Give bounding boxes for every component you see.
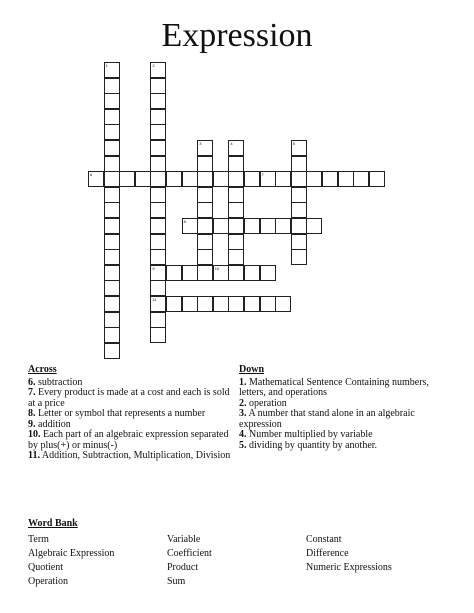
crossword-cell[interactable] [104, 296, 120, 312]
crossword-cell[interactable] [104, 140, 120, 156]
crossword-cell[interactable] [150, 296, 166, 312]
crossword-cell[interactable] [275, 296, 291, 312]
word-bank-item: Difference [306, 548, 349, 559]
crossword-cell[interactable] [150, 109, 166, 125]
crossword-cell[interactable] [228, 249, 244, 265]
crossword-cell[interactable] [150, 78, 166, 94]
crossword-cell[interactable] [197, 218, 213, 234]
crossword-cell[interactable] [228, 187, 244, 203]
across-clue-6: 6. subtraction [28, 376, 83, 388]
clue-number: 6 [90, 172, 93, 178]
crossword-cell[interactable] [306, 218, 322, 234]
crossword-cell[interactable] [260, 218, 276, 234]
across-clues [28, 365, 233, 462]
crossword-cell[interactable] [197, 249, 213, 265]
clue-number: 5 [292, 141, 296, 146]
crossword-cell[interactable] [150, 171, 166, 187]
clue-number: 3 [199, 141, 202, 146]
crossword-cell[interactable] [228, 171, 244, 187]
crossword-cell[interactable] [182, 218, 198, 234]
down-clue-2: 2. operation [239, 397, 287, 409]
crossword-cell[interactable] [104, 62, 120, 78]
crossword-cell[interactable] [275, 171, 291, 187]
crossword-cell[interactable] [197, 234, 213, 250]
crossword-cell[interactable] [150, 156, 166, 172]
crossword-cell[interactable] [260, 265, 276, 281]
crossword-cell[interactable] [150, 93, 166, 109]
word-bank-item: Quotient [28, 562, 63, 573]
crossword-cell[interactable] [260, 296, 276, 312]
down-clue-3: 3. A number that stand alone in an algebraic expression [239, 408, 415, 430]
clue-number: 9 [152, 265, 155, 271]
clue-number: 8 [183, 219, 186, 224]
word-bank-item: Product [167, 562, 199, 573]
crossword-cell[interactable] [291, 187, 307, 203]
across-clue-8: 8. Letter or symbol that represents a number [28, 408, 206, 419]
crossword-cell[interactable] [150, 327, 166, 343]
crossword-cell[interactable] [228, 202, 244, 218]
crossword-cell[interactable] [228, 156, 244, 172]
crossword-cell[interactable] [104, 280, 120, 296]
word-bank-item: Sum [167, 576, 186, 587]
word-bank-item: Constant [306, 534, 342, 545]
crossword-cell[interactable] [104, 187, 120, 203]
clue-number: 4 [230, 141, 233, 146]
crossword-cell[interactable] [369, 171, 385, 187]
crossword-cell[interactable] [104, 327, 120, 343]
crossword-cell[interactable] [244, 296, 260, 312]
crossword-cell[interactable] [213, 265, 229, 281]
crossword-cell[interactable] [213, 218, 229, 234]
word-bank-heading: Word Bank [28, 518, 78, 529]
clue-number: 11 [152, 297, 157, 302]
across-clue-7: 7. Every product is made at a cost and each is sold at a price [28, 387, 230, 409]
crossword-cell[interactable] [291, 156, 307, 172]
crossword-cell[interactable] [150, 62, 166, 78]
word-bank-item: Coefficient [167, 548, 212, 559]
crossword-cell[interactable] [244, 218, 260, 234]
across-clue-9: 9. addition [28, 418, 71, 430]
crossword-cell[interactable] [291, 202, 307, 218]
crossword-cell[interactable] [104, 78, 120, 94]
crossword-cell[interactable] [306, 171, 322, 187]
crossword-cell[interactable] [104, 343, 120, 359]
crossword-cell[interactable] [166, 171, 182, 187]
crossword-cell[interactable] [182, 296, 198, 312]
crossword-cell[interactable] [244, 171, 260, 187]
down-clues [239, 365, 444, 451]
crossword-cell[interactable] [104, 202, 120, 218]
crossword-cell[interactable] [104, 171, 120, 187]
crossword-cell[interactable] [104, 249, 120, 265]
clue-number: 7 [261, 172, 264, 178]
across-heading: Across [28, 364, 57, 375]
crossword-cell[interactable] [291, 249, 307, 265]
crossword-cell[interactable] [197, 171, 213, 187]
crossword-cell[interactable] [150, 265, 166, 281]
crossword-cell[interactable] [150, 140, 166, 156]
clue-number: 2 [152, 63, 155, 68]
crossword-cell[interactable] [119, 171, 135, 187]
crossword-cell[interactable] [228, 234, 244, 250]
word-bank-item: Variable [167, 534, 201, 545]
crossword-cell[interactable] [291, 234, 307, 250]
crossword-cell[interactable] [104, 124, 120, 140]
word-bank [28, 518, 448, 588]
crossword-cell[interactable] [150, 202, 166, 218]
crossword-cell[interactable] [150, 218, 166, 234]
crossword-cell[interactable] [197, 187, 213, 203]
crossword-cell[interactable] [260, 171, 276, 187]
crossword-cell[interactable] [150, 249, 166, 265]
crossword-cell[interactable] [104, 234, 120, 250]
crossword-cell[interactable] [197, 156, 213, 172]
crossword-cell[interactable] [104, 265, 120, 281]
crossword-cell[interactable] [182, 171, 198, 187]
crossword-cell[interactable] [322, 171, 338, 187]
crossword-cell[interactable] [197, 265, 213, 281]
crossword-cell[interactable] [197, 296, 213, 312]
crossword-cell[interactable] [182, 265, 198, 281]
crossword-cell[interactable] [104, 312, 120, 328]
crossword-cell[interactable] [197, 140, 213, 156]
crossword-cell[interactable] [244, 265, 260, 281]
crossword-cell[interactable] [228, 218, 244, 234]
crossword-cell[interactable] [88, 171, 104, 187]
crossword-cell[interactable] [275, 218, 291, 234]
word-bank-item: Operation [28, 576, 68, 587]
word-bank-item: Term [28, 534, 49, 545]
word-bank-item: Algebraic Expression [28, 548, 115, 559]
crossword-cell[interactable] [228, 296, 244, 312]
crossword-cell[interactable] [166, 265, 182, 281]
down-clue-4: 4. Number multiplied by variable [239, 429, 373, 440]
crossword-cell[interactable] [150, 312, 166, 328]
crossword-cell[interactable] [291, 218, 307, 234]
across-clue-10: 10. Each part of an algebraic expression separated by plus(+) or minus(-) [28, 429, 229, 451]
crossword-cell[interactable] [104, 109, 120, 125]
crossword-cell[interactable] [338, 171, 354, 187]
crossword-cell[interactable] [150, 187, 166, 203]
clue-number: 1 [105, 63, 108, 68]
crossword-cell[interactable] [166, 296, 182, 312]
crossword-cell[interactable] [104, 218, 120, 234]
crossword-cell[interactable] [228, 265, 244, 281]
word-bank-item: Numeric Expressions [306, 562, 392, 573]
crossword-cell[interactable] [197, 202, 213, 218]
crossword-cell[interactable] [135, 171, 151, 187]
crossword-cell[interactable] [213, 171, 229, 187]
crossword-cell[interactable] [150, 124, 166, 140]
crossword-cell[interactable] [150, 280, 166, 296]
down-clue-1: 1. Mathematical Sentence Containing numbers, letters, and operations [239, 376, 429, 398]
crossword-cell[interactable] [150, 234, 166, 250]
crossword-cell[interactable] [291, 171, 307, 187]
crossword-cell[interactable] [228, 140, 244, 156]
crossword-cell[interactable] [213, 296, 229, 312]
clue-number: 10 [214, 265, 220, 271]
crossword-cell[interactable] [104, 93, 120, 109]
crossword-cell[interactable] [353, 171, 369, 187]
crossword-cell[interactable] [291, 140, 307, 156]
down-clue-5: 5. dividing by quantity by another. [239, 439, 378, 451]
across-clue-11: 11. Addition, Subtraction, Multiplication, Division [28, 450, 231, 461]
crossword-cell[interactable] [104, 156, 120, 172]
down-heading: Down [239, 364, 265, 375]
page-title: Expression [161, 17, 313, 54]
